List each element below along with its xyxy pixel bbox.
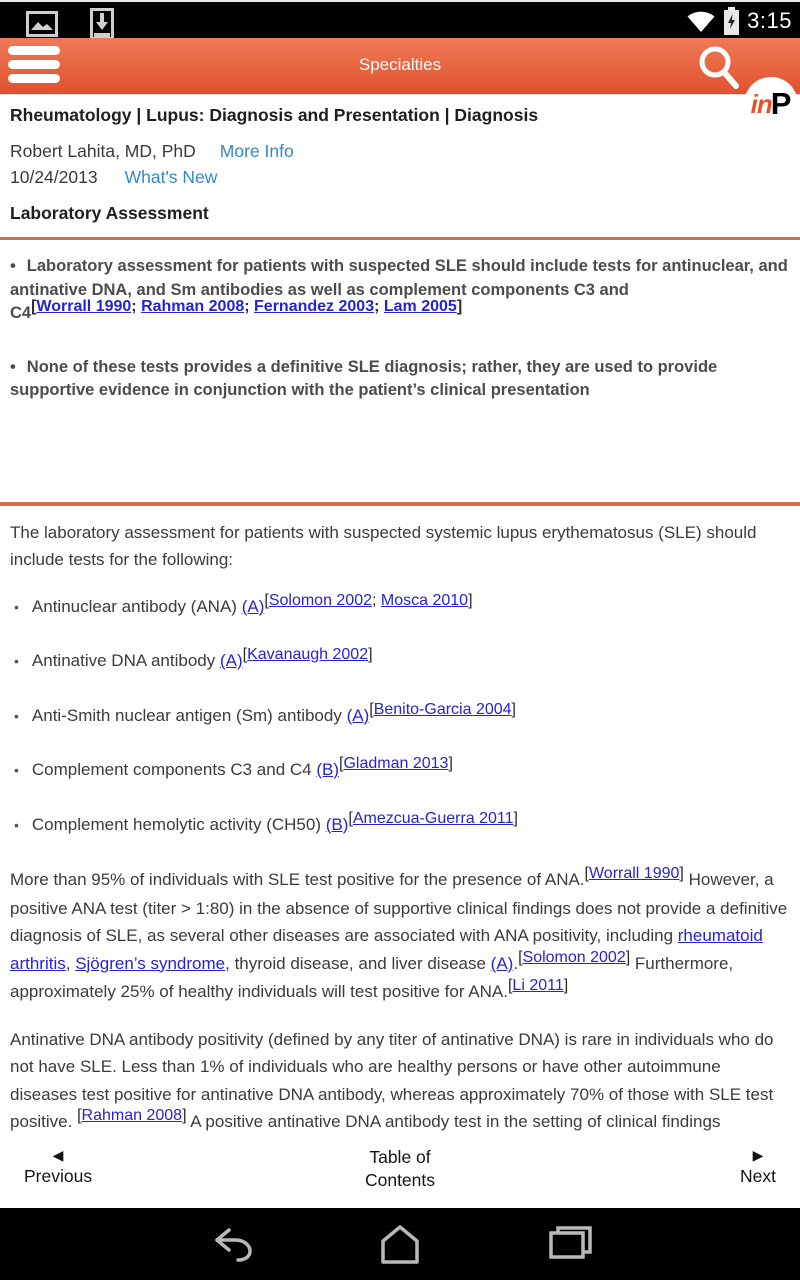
inline-link[interactable]: Sjögren’s syndrome: [75, 953, 226, 973]
citation-group: [Gladman 2013]: [339, 755, 453, 772]
citation-link[interactable]: Worrall 1990: [36, 298, 132, 315]
intro-paragraph: The laboratory assessment for patients with suspected systemic lupus erythematosus (SLE) should include tests for the following:: [10, 522, 757, 569]
citation-link[interactable]: Benito-Garcia 2004: [373, 700, 512, 718]
bullet-glyph: •: [14, 653, 19, 669]
home-icon[interactable]: [375, 1224, 425, 1264]
body-paragraph: More than 95% of individuals with SLE test positive for the presence of ANA.[Worrall 1990] However, a positive ANA test (titer > 1:80) in the absence of supportive clinical findings does not provide a definitive diagnosis of SLE, as several other diseases are associated with ANA positivity, including rheumatoid arthritis, Sjögren’s syndrome, thyroid disease, and liver disease (A).[Solomon 2002] Furthermore, approximately 25% of healthy individuals will test positive for ANA.[Li 2011]: [10, 865, 788, 1001]
list-item: • Antinuclear antibody (ANA) (A)[Solomon 2002; Mosca 2010]: [14, 591, 473, 616]
recents-icon[interactable]: [545, 1224, 595, 1264]
usb-connected-icon: [90, 8, 114, 40]
body-section: [10, 519, 788, 1137]
screenshot-icon: [26, 11, 58, 37]
previous-arrow-icon: ◀: [52, 1147, 64, 1163]
inline-link[interactable]: (A): [490, 953, 514, 973]
citation-group: [Worrall 1990; Rahman 2008; Fernandez 2003; Lam 2005]: [31, 298, 463, 315]
battery-charging-icon: [723, 7, 740, 35]
wifi-icon: [686, 9, 716, 33]
citation-link[interactable]: Solomon 2002: [522, 948, 626, 966]
bullet-glyph: •: [14, 816, 19, 833]
app-logo[interactable]: in P: [744, 77, 798, 131]
citation-link[interactable]: Worrall 1990: [588, 865, 680, 882]
bullet-glyph: •: [14, 598, 19, 615]
inline-link[interactable]: (A): [346, 705, 370, 725]
list-item: • Complement hemolytic activity (CH50) (B)[Amezcua-Guerra 2011]: [14, 809, 518, 834]
bullet-glyph: •: [14, 762, 19, 778]
article-content: [0, 95, 800, 1137]
section-title: Laboratory Assessment: [10, 203, 209, 223]
citation-group: [Benito-Garcia 2004]: [369, 700, 516, 718]
citation-link[interactable]: Li 2011: [512, 977, 564, 994]
table-of-contents-button[interactable]: Table of Contents: [364, 1147, 436, 1190]
previous-button[interactable]: ◀ Previous: [24, 1147, 93, 1186]
android-nav-bar: [0, 1208, 800, 1280]
bullet-glyph: •: [14, 707, 19, 724]
bullet-glyph: •: [10, 357, 16, 376]
body-paragraph: Antinative DNA antibody positivity (defined by any titer of antinative DNA) is rare in individuals who do not have SLE. Less than 1% of individuals who are healthy persons or have other autoimmune diseases test positive for antinative DNA antibody, whereas approximately 70% of those with SLE test positive. [Rahman 2008] A positive antinative DNA antibody test in the setting of clinical findings: [10, 1029, 774, 1131]
breadcrumb: Rheumatology | Lupus: Diagnosis and Presentation | Diagnosis: [10, 105, 539, 125]
next-button[interactable]: ▶ Next: [740, 1147, 776, 1186]
citation-link[interactable]: Mosca 2010: [380, 591, 469, 609]
citation-link[interactable]: Fernandez 2003: [254, 298, 375, 315]
list-item: • Complement components C3 and C4 (B)[Gladman 2013]: [14, 755, 453, 779]
inline-link[interactable]: (B): [325, 814, 349, 834]
inline-link[interactable]: (A): [241, 596, 265, 616]
summary-bullet: • Laboratory assessment for patients with suspected SLE should include tests for antinuclear, and antinative DNA, and Sm antibodies as well as complement components C3 and C4[Worrall 1990; Rahman 2008; Fernandez 2003; Lam 2005]: [10, 257, 788, 322]
test-list: [10, 593, 788, 840]
citation-group: [Rahman 2008]: [77, 1107, 187, 1124]
citation-group: [Kavanaugh 2002]: [242, 646, 373, 663]
next-arrow-icon: ▶: [752, 1147, 764, 1163]
inline-link[interactable]: (A): [219, 651, 243, 670]
orange-divider-top: [0, 237, 800, 240]
citation-link[interactable]: Rahman 2008: [141, 298, 245, 315]
citation-link[interactable]: Rahman 2008: [81, 1107, 183, 1124]
citation-group: [Worrall 1990]: [584, 865, 684, 882]
date-row: [10, 164, 788, 190]
clock: 3:15: [747, 8, 792, 33]
android-status-bar: [0, 0, 800, 38]
more-info-link[interactable]: More Info: [219, 141, 294, 161]
header-title: Specialties: [358, 55, 442, 74]
publish-date: 10/24/2013: [10, 167, 98, 187]
summary-bullet: • None of these tests provides a definitive SLE diagnosis; rather, they are used to provide supportive evidence in conjunction with the patient’s clinical presentation: [10, 357, 718, 399]
citation-group: [Li 2011]: [507, 977, 569, 994]
inline-link[interactable]: rheumatoid arthritis: [10, 926, 763, 973]
author-row: [10, 138, 788, 164]
inline-link[interactable]: (B): [316, 760, 340, 779]
citation-group: [Amezcua-Guerra 2011]: [348, 809, 518, 827]
citation-link[interactable]: Lam 2005: [383, 298, 457, 315]
pager-bar: [0, 1138, 800, 1208]
whats-new-link[interactable]: What's New: [124, 167, 218, 187]
author-name: Robert Lahita, MD, PhD: [10, 141, 196, 161]
bullet-glyph: •: [10, 257, 16, 275]
citation-link[interactable]: Gladman 2013: [343, 755, 449, 772]
summary-section: [10, 255, 788, 403]
list-item: • Antinative DNA antibody (A)[Kavanaugh 2002]: [14, 646, 373, 670]
orange-divider-bottom: [0, 502, 800, 506]
citation-link[interactable]: Kavanaugh 2002: [247, 646, 369, 663]
citation-link[interactable]: Amezcua-Guerra 2011: [352, 809, 514, 827]
citation-group: [Solomon 2002; Mosca 2010]: [264, 591, 473, 609]
citation-link[interactable]: Solomon 2002: [268, 591, 372, 609]
search-icon[interactable]: [696, 44, 742, 90]
citation-group: [Solomon 2002]: [518, 948, 631, 966]
back-icon[interactable]: [205, 1224, 255, 1264]
list-item: • Anti-Smith nuclear antigen (Sm) antibody (A)[Benito-Garcia 2004]: [14, 700, 516, 725]
